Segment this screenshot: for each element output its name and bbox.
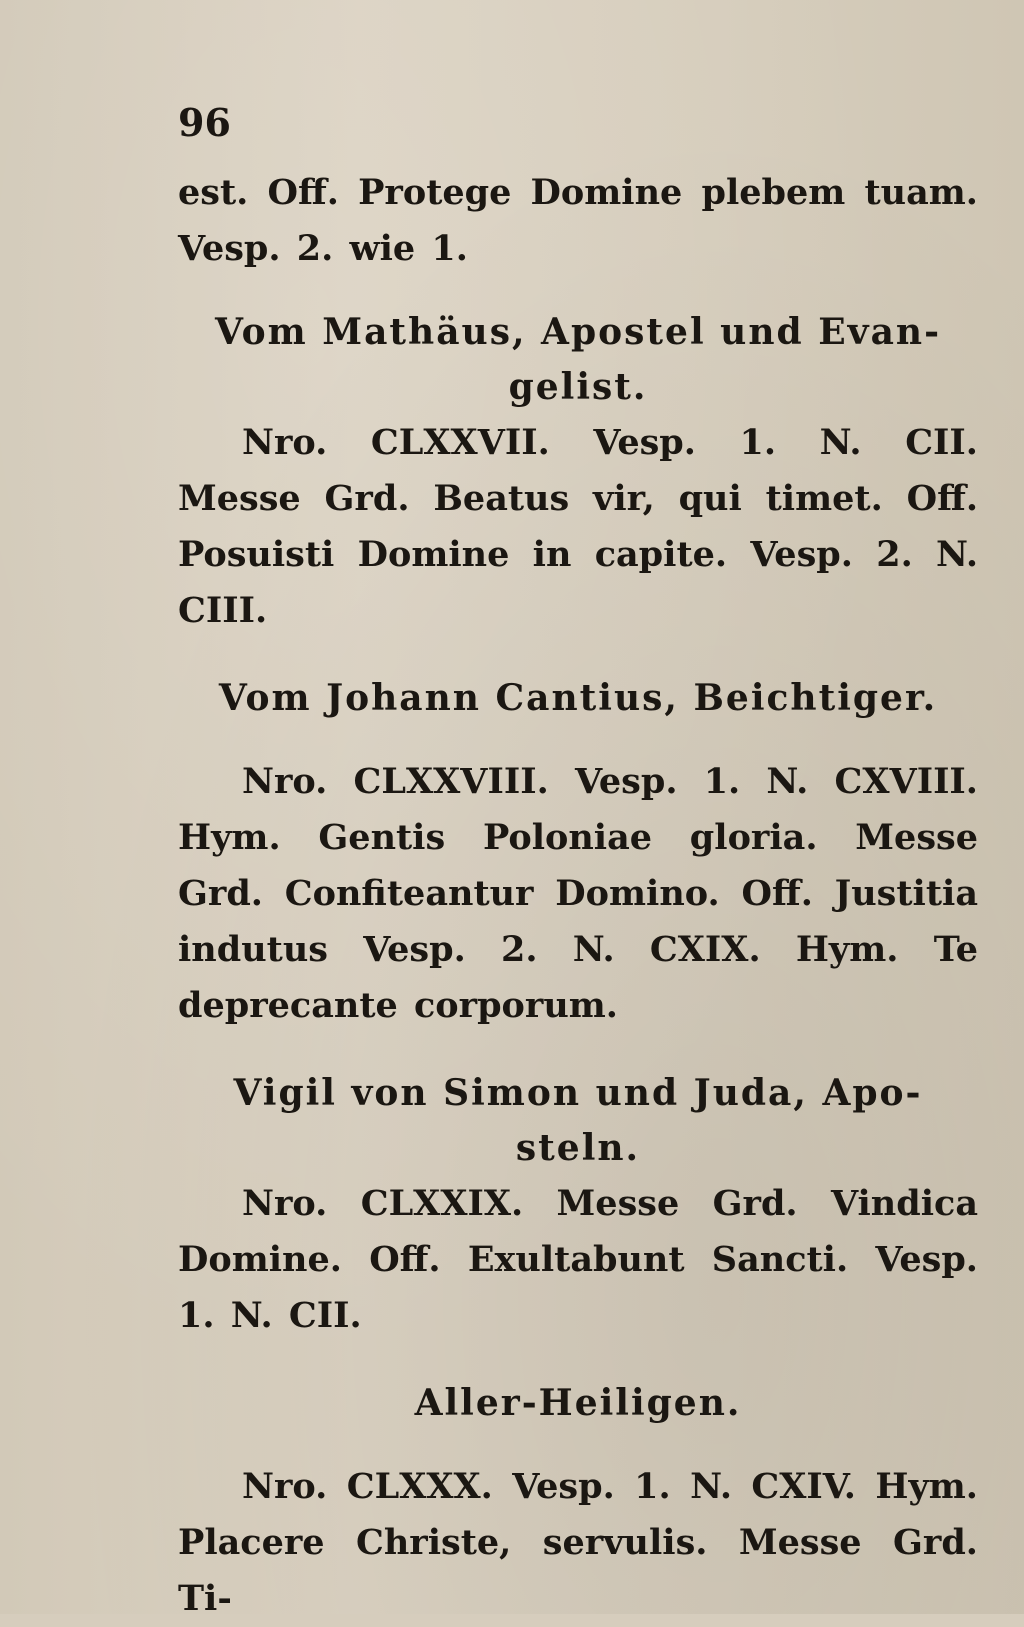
section-heading-line: Vom Mathäus, Apostel und Evan- — [214, 311, 942, 353]
section-paragraph: Nro. CLXXVII. Vesp. 1. N. CII. Messe Grd. Beatus vir, qui timet. Off. Posuisti Domine in capite. Vesp. 2. N. CIII. — [178, 422, 978, 631]
continuation-paragraph: est. Off. Protege Domine plebem tuam. Vesp. 2. wie 1. — [178, 172, 978, 269]
section-paragraph: Nro. CLXXVIII. Vesp. 1. N. CXVIII. Hym. Gentis Poloniae gloria. Messe Grd. Confiteantur Domino. Off. Justitia indutus Vesp. 2. N. CXIX. Hym. Te deprecante corporum. — [178, 761, 978, 1026]
section-heading-line: gelist. — [508, 366, 648, 408]
page-number: 96 — [178, 100, 231, 145]
page-text — [178, 100, 978, 1627]
section-paragraph: Nro. CLXXIX. Messe Grd. Vindica Domine. Off. Exultabunt Sancti. Vesp. 1. N. CII. — [178, 1183, 978, 1336]
section-heading-line: Vigil von Simon und Juda, Apo- — [233, 1072, 923, 1114]
section-heading-line: Aller-Heiligen. — [414, 1382, 742, 1424]
section-heading-line: Vom Johann Cantius, Beichtiger. — [218, 677, 938, 719]
section-paragraph: Nro. CLXXX. Vesp. 1. N. CXIV. Hym. Placere Christe, servulis. Messe Grd. Ti- — [178, 1466, 978, 1619]
section-heading-line: steln. — [515, 1127, 641, 1169]
